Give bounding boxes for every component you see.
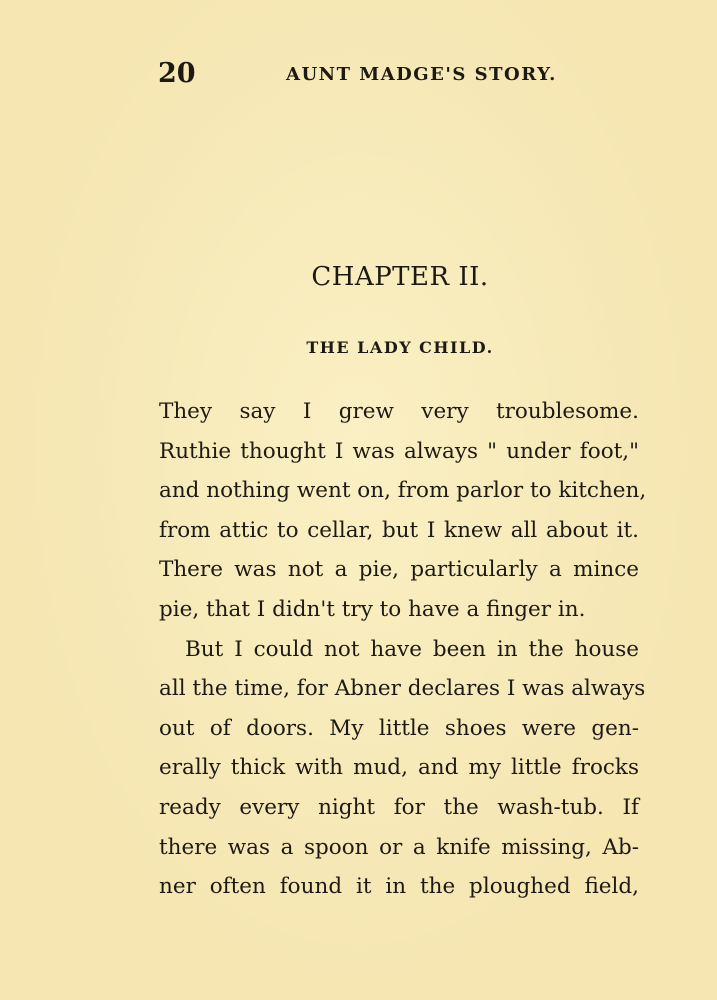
- text-line: from attic to cellar, but I knew all about it.: [159, 517, 639, 543]
- text-line: erally thick with mud, and my little frocks: [159, 755, 639, 781]
- chapter-title: CHAPTER II.: [311, 262, 489, 292]
- body-text: [159, 392, 647, 907]
- text-line: But I could not have been in the house: [185, 636, 639, 662]
- text-line: ready every night for the wash-tub. If: [159, 794, 639, 820]
- text-line: there was a spoon or a knife missing, Ab-: [159, 834, 639, 860]
- text-line: ner often found it in the ploughed field,: [159, 874, 639, 900]
- text-line: Ruthie thought I was always " under foot,": [159, 438, 639, 464]
- page-number: 20: [158, 58, 196, 89]
- text-line: all the time, for Abner declares I was always: [159, 676, 646, 702]
- text-line: and nothing went on, from parlor to kitchen,: [159, 478, 647, 504]
- text-line: They say I grew very troublesome.: [159, 399, 639, 424]
- text-line: pie, that I didn't try to have a finger in.: [159, 596, 586, 622]
- page-header: [158, 58, 638, 98]
- text-line: out of doors. My little shoes were gen-: [159, 715, 639, 741]
- running-head: AUNT MADGE'S STORY.: [286, 64, 557, 85]
- chapter-subtitle: THE LADY CHILD.: [306, 338, 494, 357]
- text-line: There was not a pie, particularly a mince: [159, 557, 639, 583]
